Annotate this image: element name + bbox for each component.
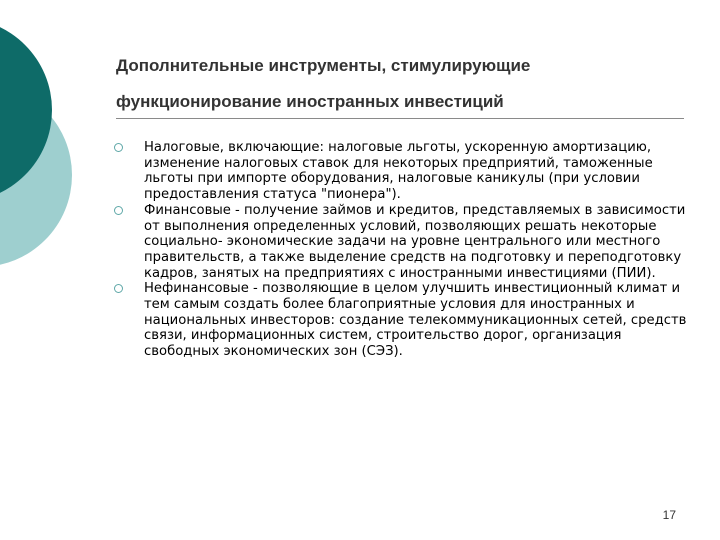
bullet-item-nonfinancial — [114, 281, 689, 360]
page-number: 17 — [662, 508, 676, 522]
decorative-circles — [0, 0, 120, 300]
bullet-list — [114, 140, 689, 360]
slide-title — [116, 48, 696, 120]
title-line-1: Дополнительные инструменты, стимулирующие — [116, 56, 531, 75]
bullet-item-tax — [114, 140, 689, 203]
bullet-text: Налоговые, включающие: налоговые льготы, ускоренную амортизацию, изменение налоговых ставок для некоторых предприятий, таможенные льготы при импорте оборудования, налоговые каникулы (при условии предоставления статуса "пионера"). — [144, 140, 653, 203]
bullet-marker — [114, 206, 123, 215]
title-divider — [116, 118, 684, 119]
bullet-item-financial — [114, 203, 689, 282]
bullet-text: Нефинансовые - позволяющие в целом улучшить инвестиционный климат и тем самым создать более благоприятные условия для иностранных и национальных инвесторов: создание телекоммуникационных сетей, средств связи, информационных систем, строительство дорог, организация свободных экономических зон (СЭЗ). — [144, 281, 687, 360]
bullet-text: Финансовые - получение займов и кредитов, представляемых в зависимости от выполнения определенных условий, позволяющих решать некоторые социально- экономические задачи на уровне центрального или местного правительств, а также выделение средств на подготовку и переподготовку кадров, занятых на предприятиях с иностранными инвестициями (ПИИ). — [144, 202, 686, 281]
bullet-marker — [114, 143, 123, 152]
title-line-2: функционирование иностранных инвестиций — [116, 92, 504, 111]
bullet-marker — [114, 284, 123, 293]
